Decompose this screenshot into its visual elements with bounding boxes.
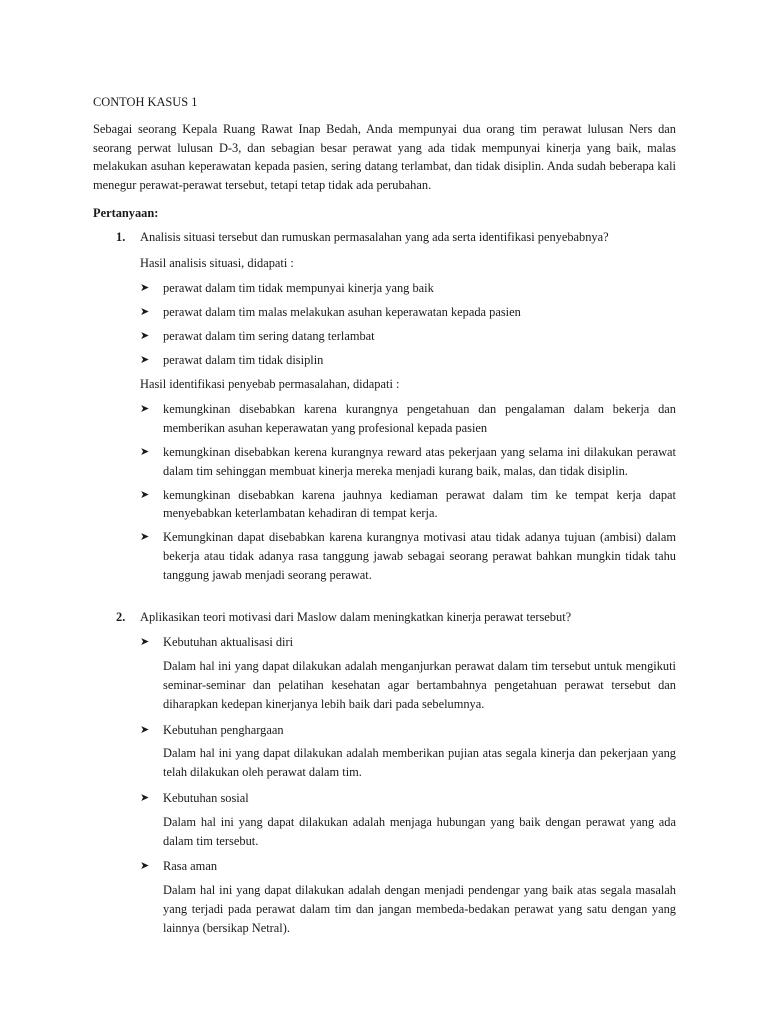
arrowhead-bullet-icon: ➤ [140,722,150,736]
arrowhead-bullet-icon: ➤ [140,859,150,873]
list-item: ➤ kemungkinan disebabkan karena kurangnya pengetahuan dan pengalaman dalam bekerja dan memberikan asuhan keperawatan yang profesional kepada pasien [140,402,676,436]
question-number: 2. [116,609,126,624]
need-label: ➤ Kebutuhan sosial [93,789,676,808]
question-text: Aplikasikan teori motivasi dari Maslow dalam meningkatkan kinerja perawat tersebut? [140,609,572,624]
question-text: Analisis situasi tersebut dan rumuskan permasalahan yang ada serta identifikasi penyebabnya? [140,229,609,244]
arrowhead-bullet-icon: ➤ [140,402,150,416]
need-description: Dalam hal ini yang dapat dilakukan adalah memberikan pujian atas segala kinerja dan pekerjaan yang telah dilakukan oleh perawat dalam tim. [163,746,676,780]
arrowhead-bullet-icon: ➤ [140,328,150,342]
arrowhead-bullet-icon: ➤ [140,790,150,804]
arrowhead-bullet-icon: ➤ [140,487,150,501]
cause-list [93,400,676,584]
case-description: Sebagai seorang Kepala Ruang Rawat Inap Bedah, Anda mempunyai dua orang tim perawat lulusan Ners dan seorang perwat lulusan D-3, dan sebagian besar perawat yang ada tidak mempunyai kinerja yang baik, malas melakukan asuhan keperawatan kepada pasien, sering datang terlambat, dan tidak disiplin. Anda sudah beberapa kali menegur perawat-perawat tersebut, tetapi tetap tidak ada perubahan. [93,121,676,193]
arrowhead-bullet-icon: ➤ [140,281,150,295]
list-item: ➤ perawat dalam tim sering datang terlambat [93,327,676,346]
list-item: ➤ perawat dalam tim malas melakukan asuhan keperawatan kepada pasien [93,303,676,322]
arrowhead-bullet-icon: ➤ [140,530,150,544]
list-item: ➤ kemungkinan disebabkan kerena kurangnya reward atas pekerjaan yang selama ini dilakukan perawat dalam tim sehinggan membuat kinerja mereka menjadi kurang baik, malas, dan tidak disiplin. [140,444,676,478]
list-item: ➤ perawat dalam tim tidak disiplin [93,351,676,370]
arrowhead-bullet-icon: ➤ [140,444,150,458]
need-label: ➤ Rasa aman [93,857,676,876]
arrowhead-bullet-icon: ➤ [140,305,150,319]
section-gap [93,590,676,608]
list-item: ➤ perawat dalam tim tidak mempunyai kinerja yang baik [93,279,676,298]
question-2 [93,608,676,627]
arrowhead-bullet-icon: ➤ [140,635,150,649]
need-description: Dalam hal ini yang dapat dilakukan adalah menganjurkan perawat dalam tim tersebut untuk mengikuti seminar-seminar dan pelatihan kesehatan agar bertambahnya pengetahuan perawat tersebut dan diharapkan kedepan kinerjanya lebih baik dari pada sebelumnya. [163,659,676,711]
cause-intro: Hasil identifikasi penyebab permasalahan, didapati : [140,376,400,391]
document-content [93,93,676,944]
analysis-intro: Hasil analisis situasi, didapati : [140,255,294,270]
need-label: ➤ Kebutuhan aktualisasi diri [93,633,676,652]
list-item: ➤ Kemungkinan dapat disebabkan karena kurangnya motivasi atau tidak adanya tujuan (ambisi) dalam bekerja atau tidak adanya rasa tanggung jawab sebagai seorang perawat bahkan mungkin tidak tahu tanggung jawab menjadi seorang perawat. [140,530,676,582]
situation-list [93,279,676,369]
case-title: CONTOH KASUS 1 [93,95,198,109]
list-item: ➤ kemungkinan disebabkan karena jauhnya kediaman perawat dalam tim ke tempat kerja dapat menyebabkan keterlambatan kehadiran di tempat kerja. [140,487,676,521]
questions-heading: Pertanyaan: [93,205,159,220]
question-number: 1. [116,229,126,244]
question-1 [93,228,676,247]
need-description: Dalam hal ini yang dapat dilakukan adalah menjaga hubungan yang baik dengan perawat yang ada dalam tim tersebut. [163,814,676,848]
need-description: Dalam hal ini yang dapat dilakukan adalah dengan menjadi pendengar yang baik atas segala masalah yang terjadi pada perawat dalam tim dan jangan membeda-bedakan perawat yang satu dengan yang lainnya (bersikap Netral). [163,883,676,935]
need-label: ➤ Kebutuhan penghargaan [93,721,676,740]
arrowhead-bullet-icon: ➤ [140,352,150,366]
